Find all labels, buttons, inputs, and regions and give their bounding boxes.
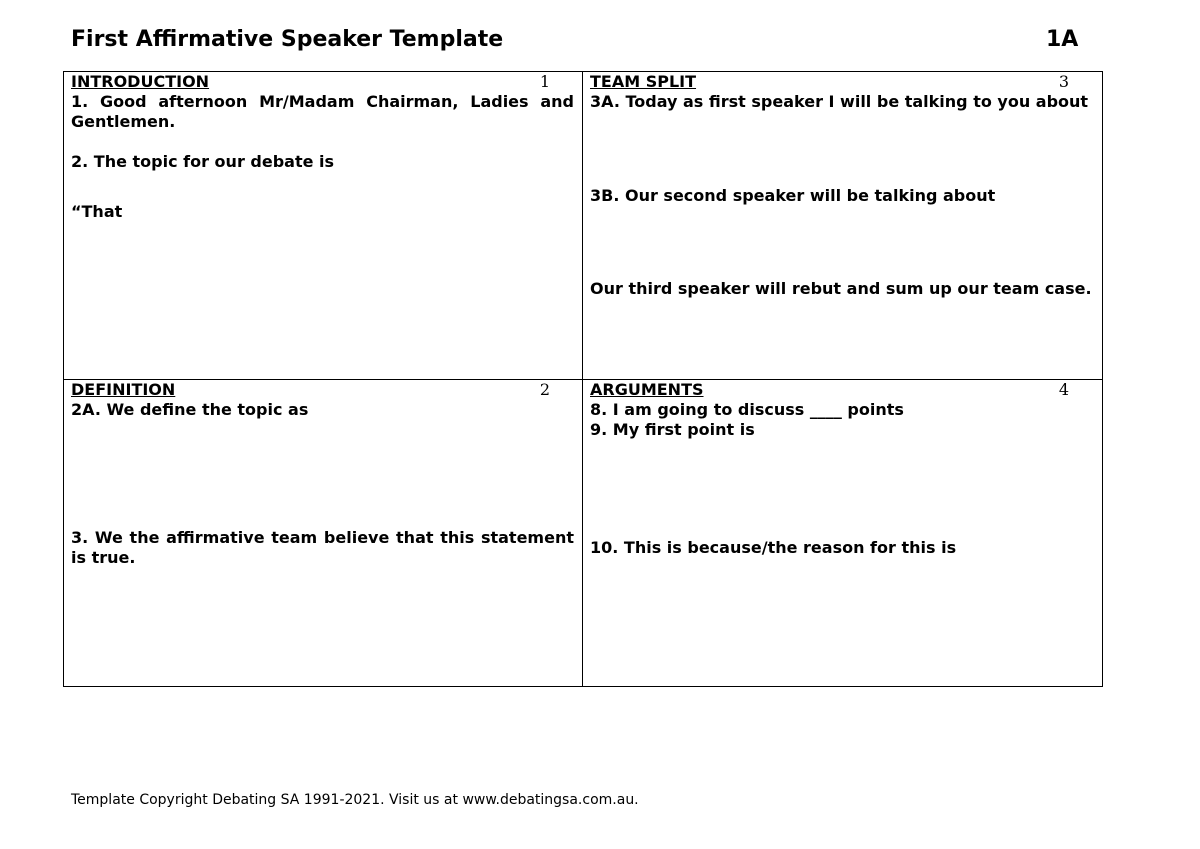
- introduction-topic: 2. The topic for our debate is: [71, 152, 335, 171]
- definition-belief: 3. We the affirmative team believe that this statement is true.: [71, 528, 574, 567]
- team-split-second-speaker: 3B. Our second speaker will be talking about: [590, 186, 996, 205]
- arguments-reason: 10. This is because/the reason for this is: [590, 538, 957, 557]
- team-split-first-speaker: 3A. Today as first speaker I will be talking to you about: [590, 92, 1089, 111]
- team-split-third-speaker: Our third speaker will rebut and sum up our team case.: [590, 279, 1092, 298]
- introduction-greeting: 1. Good afternoon Mr/Madam Chairman, Ladies and Gentlemen.: [71, 92, 574, 131]
- team-split-number: 3: [1058, 72, 1069, 91]
- footer-copyright: Template Copyright Debating SA 1991-2021. Visit us at www.debatingsa.com.au.: [71, 792, 639, 808]
- arguments-points: 8. I am going to discuss ____ points: [590, 400, 904, 419]
- definition-define: 2A. We define the topic as: [71, 400, 309, 419]
- template-code: 1A: [1046, 27, 1079, 52]
- definition-heading: DEFINITION: [71, 380, 176, 399]
- team-split-cell: [590, 72, 1093, 299]
- team-split-header: [590, 72, 1093, 92]
- definition-cell: [71, 380, 574, 568]
- arguments-cell: [590, 380, 1093, 558]
- introduction-header: [71, 72, 574, 92]
- introduction-number: 1: [539, 72, 550, 91]
- speaker-template-grid: [63, 71, 1103, 687]
- introduction-cell: [71, 72, 574, 222]
- introduction-heading: INTRODUCTION: [71, 72, 210, 91]
- arguments-first-point: 9. My first point is: [590, 420, 755, 439]
- page-title: First Affirmative Speaker Template: [71, 27, 504, 52]
- introduction-that: “That: [71, 202, 123, 221]
- arguments-header: [590, 380, 1093, 400]
- arguments-number: 4: [1058, 380, 1069, 399]
- team-split-heading: TEAM SPLIT: [590, 72, 697, 91]
- definition-number: 2: [539, 380, 550, 399]
- arguments-heading: ARGUMENTS: [590, 380, 704, 399]
- definition-header: [71, 380, 574, 400]
